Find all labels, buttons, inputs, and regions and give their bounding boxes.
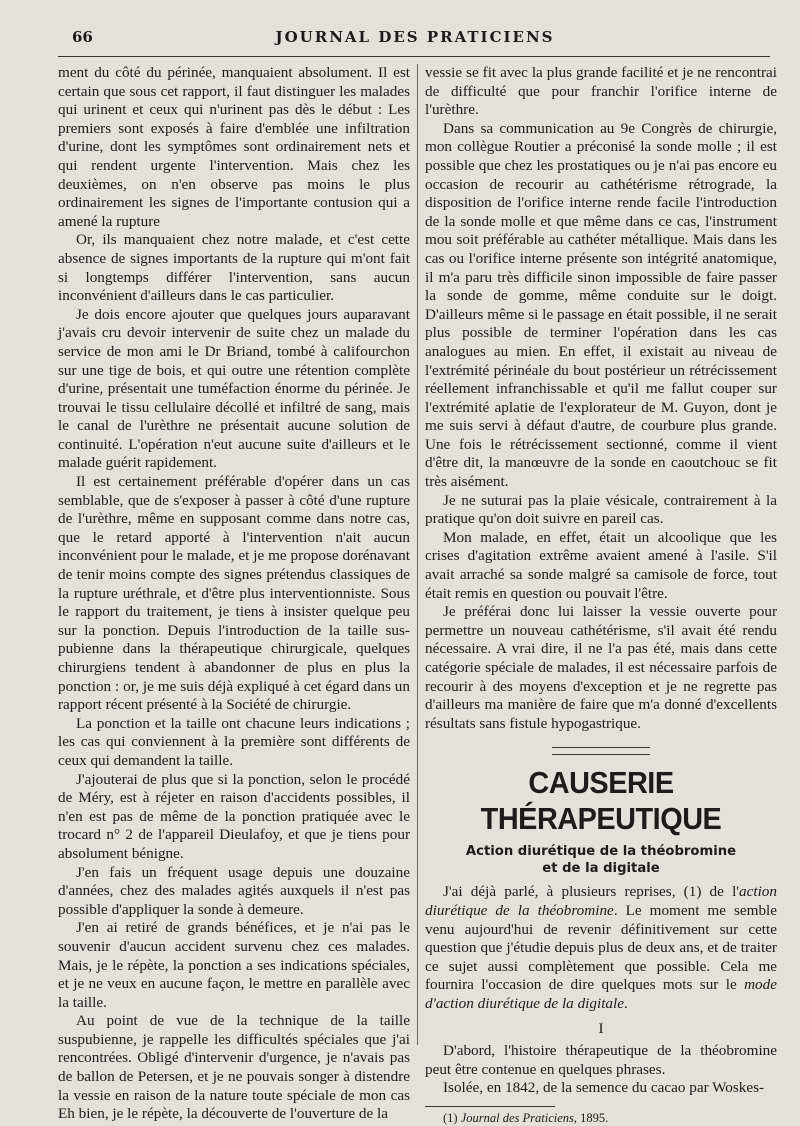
paragraph: ment du côté du périnée, manquaient absolument. Il est certain que sous cet rapport, il faut distinguer les malades qui urinent et ceux qui n'urinent pas dès le début : Les premiers sont exposés à faire d'emblée une infiltration d'urine, dont les symptômes sont ordinairement nets et qui rendent urgente l'intervention. Mais chez les deuxièmes, on n'en observe pas moins le plus ordinairement les signes de l'importante contusion qui a amené la rupture (58, 64, 410, 230)
paragraph: vessie se fit avec la plus grande facilité et je ne rencontrai de difficulté que pour franchir l'orifice interne de l'urèthre. (425, 64, 777, 119)
right-column (425, 64, 778, 1125)
journal-title: JOURNAL DES PRATICIENS (275, 28, 555, 46)
paragraph: Mon malade, en effet, était un alcoolique que les crises d'agitation extrême avaient amené à l'asile. S'il avait arraché sa sonde malgré sa camisole de force, tout était remis en question ou pouvait l'être. (425, 528, 777, 602)
paragraph: Dans sa communication au 9e Congrès de chirurgie, mon collègue Routier a préconisé la sonde molle ; il est possible que chez les prostatiques ou je n'ai pas encore eu occasion de recourir au cathétérisme rétrograde, la disposition de l'orifice interne rende facile l'introduction de la sonde molle et que même dans ce cas, l'instrument mou soit préférable au cathéter métallique. Mais dans les cas ou l'orifice interne présente son intégrité anatomique, il m'a paru très difficile sinon impossible de faire passer la sonde de gomme, même conduite sur le doigt. D'ailleurs même si le passage en était possible, il ne serait plus possible de terminer l'opération dans les cas analogues au mien. En effet, il existait au niveau de l'extrémité périnéale du bout postérieur un rétrécissement réellement infranchissable et qu'il me fallut couper sur l'extrémité aplatie de l'explorateur de M. Guyon, dont je me suis servi à défaut d'autre, de courbure plus grande. Une fois le rétrécissement sectionné, comme il vient d'être dit, la manœuvre de la sonde en caoutchouc se fit très aisément. (425, 119, 777, 491)
paragraph: La ponction et la taille ont chacune leurs indications ; les cas qui conviennent à la première sont différents de ceux qui demandent la taille. (58, 714, 410, 769)
intro-text: J'ai déjà parlé, à plusieurs reprises, (1) de l' (443, 883, 740, 901)
paragraph: Je ne suturai pas la plaie vésicale, contrairement à la pratique qu'on doit suivre en pareil cas. (425, 491, 777, 528)
section-numeral: I (598, 1019, 604, 1037)
paragraph: Je préférai donc lui laisser la vessie ouverte pour permettre un nouveau cathétérisme, s'il avait été rendu nécessaire. A vrai dire, il ne l'a pas été, mais dans cette catégorie spéciale de malades, il est nécessaire parfois de recourir à des moyens d'exception et je ne regrette pas d'ailleurs ma manière de faire que m'a donné d'excellents résultats sans fistule hypogastrique. (425, 603, 777, 732)
intro-italic: mode d'action diurétique de la digitale (425, 976, 777, 1012)
paragraph: J'en ai retiré de grands bénéfices, et je n'ai pas le souvenir d'aucun accident survenu chez ces malades. Mais, je le répète, la ponction a ses indications spéciales, et je ne veux en aucune façon, le mettre en parallèle avec la taille. (58, 919, 410, 1011)
left-column (58, 64, 410, 1123)
footnote (425, 1111, 777, 1126)
footnote-source: Journal des Praticiens (460, 1110, 574, 1125)
section-separator (552, 747, 650, 755)
paragraph: J'ajouterai de plus que si la ponction, selon le procédé de Méry, est à réjeter en raison d'accidents possibles, il n'en est pas de même de la ponction pratiquée avec le trocard n° 2 de l'appareil Dieulafoy, et que je tiens pour absolument bénigne. (58, 770, 410, 862)
paragraph: D'abord, l'histoire thérapeutique de la théobromine peut être contenue en quelques phrases. (425, 1042, 777, 1078)
article-title-line: Action diurétique de la théobromine (465, 844, 737, 860)
paragraph: Au point de vue de la technique de la taille suspubienne, je rappelle les difficultés spéciales que j'ai rencontrées. Obligé d'intervenir d'urgence, je n'avais pas de ballon de Petersen, et je ne pouvais songer à distendre la vessie en raison de la nature toute spéciale de mon cas Eh bien, je le répète, la découverte de l'ouverture de la (58, 1012, 410, 1123)
intro-text: . (623, 994, 628, 1012)
column-divider (417, 64, 418, 1045)
running-head (60, 28, 770, 50)
paragraph: Or, ils manquaient chez notre malade, et c'est cette absence de signes importants de la rupture qui m'ont fait si longtemps différer l'intervention, sans aucun inconvénient d'ailleurs dans le cas particulier. (58, 231, 410, 305)
paragraph: Il est certainement préférable d'opérer dans un cas semblable, que de s'exposer à passer à côté d'une rupture de l'urèthre, même en supposant comme dans notre cas, que le retard apporté à l'intervention n'ait aucun inconvénient pour le malade, et je me propose dorénavant de tenir moins compte des signes prétendus classiques de la rupture uréthrale, et d'être plus interventionniste. Sous le rapport du traitement, je tiens à insister quelque peu sur la ponction. Depuis l'introduction de la taille sus-pubienne dans la thérapeutique chirurgicale, quelques chirurgiens tendent à abandonner de plus en plus la ponction : or, je me suis déjà expliqué à cet égard dans un rapport récent présenté à la Société de chirurgie. (58, 473, 410, 714)
footnote-rule (425, 1106, 555, 1107)
paragraph: Isolée, en 1842, de la semence du cacao par Woskes- (443, 1079, 765, 1097)
footnote-marker: (1) (443, 1110, 458, 1125)
article-title (425, 843, 777, 877)
footnote-year: , 1895. (573, 1110, 609, 1125)
section-title: CAUSERIE THÉRAPEUTIQUE (480, 765, 722, 837)
paragraph: J'en fais un fréquent usage depuis une douzaine d'années, chez des malades agités auxquels il n'est pas possible d'appliquer la sonde à demeure. (58, 863, 410, 918)
intro-italic: action diurétique de la théobromine (425, 883, 777, 919)
intro-text: . Le moment me semble venu aujourd'hui de revenir définitivement sur cette question que j'étudie depuis plus de deux ans, et de traiter ce sujet aussi complètement que possible. Cela me fournira l'occasion de dire quelques mots sur le (425, 901, 778, 994)
header-rule (58, 56, 770, 57)
paragraph: Je dois encore ajouter que quelques jours auparavant j'avais cru devoir intervenir de suite chez un malade du service de mon ami le Dr Briand, tombé à califourchon sur une tige de bois, et qui outre une rétention complète d'urine, présentait une tuméfaction énorme du périnée. Je trouvai le tissu cellulaire décollé et infiltré de sang, mais le canal de l'urèthre ne présentait aucune solution de continuité. L'opération n'eut aucune suite d'ailleurs et le malade guérit rapidement. (58, 305, 410, 472)
page-number: 66 (72, 28, 93, 46)
paragraph-intro (425, 883, 777, 1013)
article-title-line: et de la digitale (542, 861, 660, 877)
